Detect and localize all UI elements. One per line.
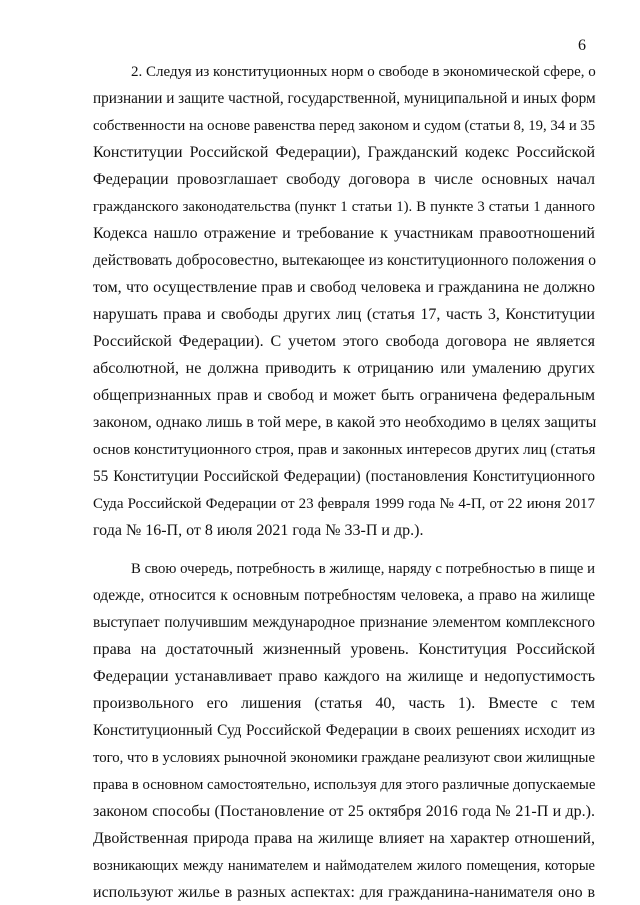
text-line: собственности на основе равенства перед законом и судом (статьи 8, 19, 34 и 35 xyxy=(93,118,596,134)
page-number: 6 xyxy=(578,37,586,54)
text-line: том, что осуществление прав и свобод человека и гражданина не должно xyxy=(93,279,595,296)
text-line: гражданского законодательства (пункт 1 статьи 1). В пункте 3 статьи 1 данного xyxy=(93,199,595,215)
text-line: одежде, относится к основным потребностям человека, а право на жилище xyxy=(93,587,595,604)
text-line: того, что в условиях рыночной экономики граждане реализуют свои жилищные xyxy=(93,750,595,766)
text-line: абсолютной, не должна приводить к отрицанию или умалению других xyxy=(93,360,595,377)
text-line: произвольного его лишения (статья 40, часть 1). Вместе с тем xyxy=(93,695,595,712)
text-line: Кодекса нашло отражение и требование к участникам правоотношений xyxy=(93,225,595,242)
text-line: 2. Следуя из конституционных норм о свободе в экономической сфере, о xyxy=(131,64,596,80)
text-line: В свою очередь, потребность в жилище, наряду с потребностью в пище и xyxy=(131,561,595,577)
text-line: Федерации провозглашает свободу договора в числе основных начал xyxy=(93,171,595,188)
text-line: права на достаточный жизненный уровень. Конституция Российской xyxy=(93,641,595,658)
text-line: Конституции Российской Федерации), Гражданский кодекс Российской xyxy=(93,144,595,161)
text-line: законом, однако лишь в той мере, в какой это необходимо в целях защиты xyxy=(93,414,597,431)
text-line: возникающих между нанимателем и наймодателем жилого помещения, которые xyxy=(93,858,595,874)
text-line: действовать добросовестно, вытекающее из конституционного положения о xyxy=(93,252,596,269)
text-line: выступает получившим международное признание элементом комплексного xyxy=(93,614,595,631)
text-line: нарушать права и свободы других лиц (статья 17, часть 3, Конституции xyxy=(93,306,595,323)
text-line: 55 Конституции Российской Федерации) (постановления Конституционного xyxy=(93,468,595,485)
text-line: основ конституционного строя, прав и законных интересов других лиц (статья xyxy=(93,442,596,458)
text-line: права в основном самостоятельно, используя для этого различные допускаемые xyxy=(93,777,596,793)
text-line: законом способы (Постановление от 25 октября 2016 года № 21-П и др.). xyxy=(93,803,595,820)
text-line: используют жилье в разных аспектах: для гражданина-нанимателя оно в xyxy=(93,884,595,901)
text-line: Федерации устанавливает право каждого на жилище и недопустимость xyxy=(93,668,595,685)
text-line: Российской Федерации). С учетом этого свобода договора не является xyxy=(93,333,595,350)
text-line: признании и защите частной, государственной, муниципальной и иных форм xyxy=(93,90,596,107)
text-line: Суда Российской Федерации от 23 февраля 1999 года № 4-П, от 22 июня 2017 xyxy=(93,496,595,512)
text-line: Двойственная природа права на жилище влияет на характер отношений, xyxy=(93,830,595,847)
text-line: года № 16-П, от 8 июля 2021 года № 33-П и др.). xyxy=(93,522,424,539)
text-line: Конституционный Суд Российской Федерации в своих решениях исходит из xyxy=(93,722,595,739)
text-line: общепризнанных прав и свобод и может быть ограничена федеральным xyxy=(93,387,595,404)
